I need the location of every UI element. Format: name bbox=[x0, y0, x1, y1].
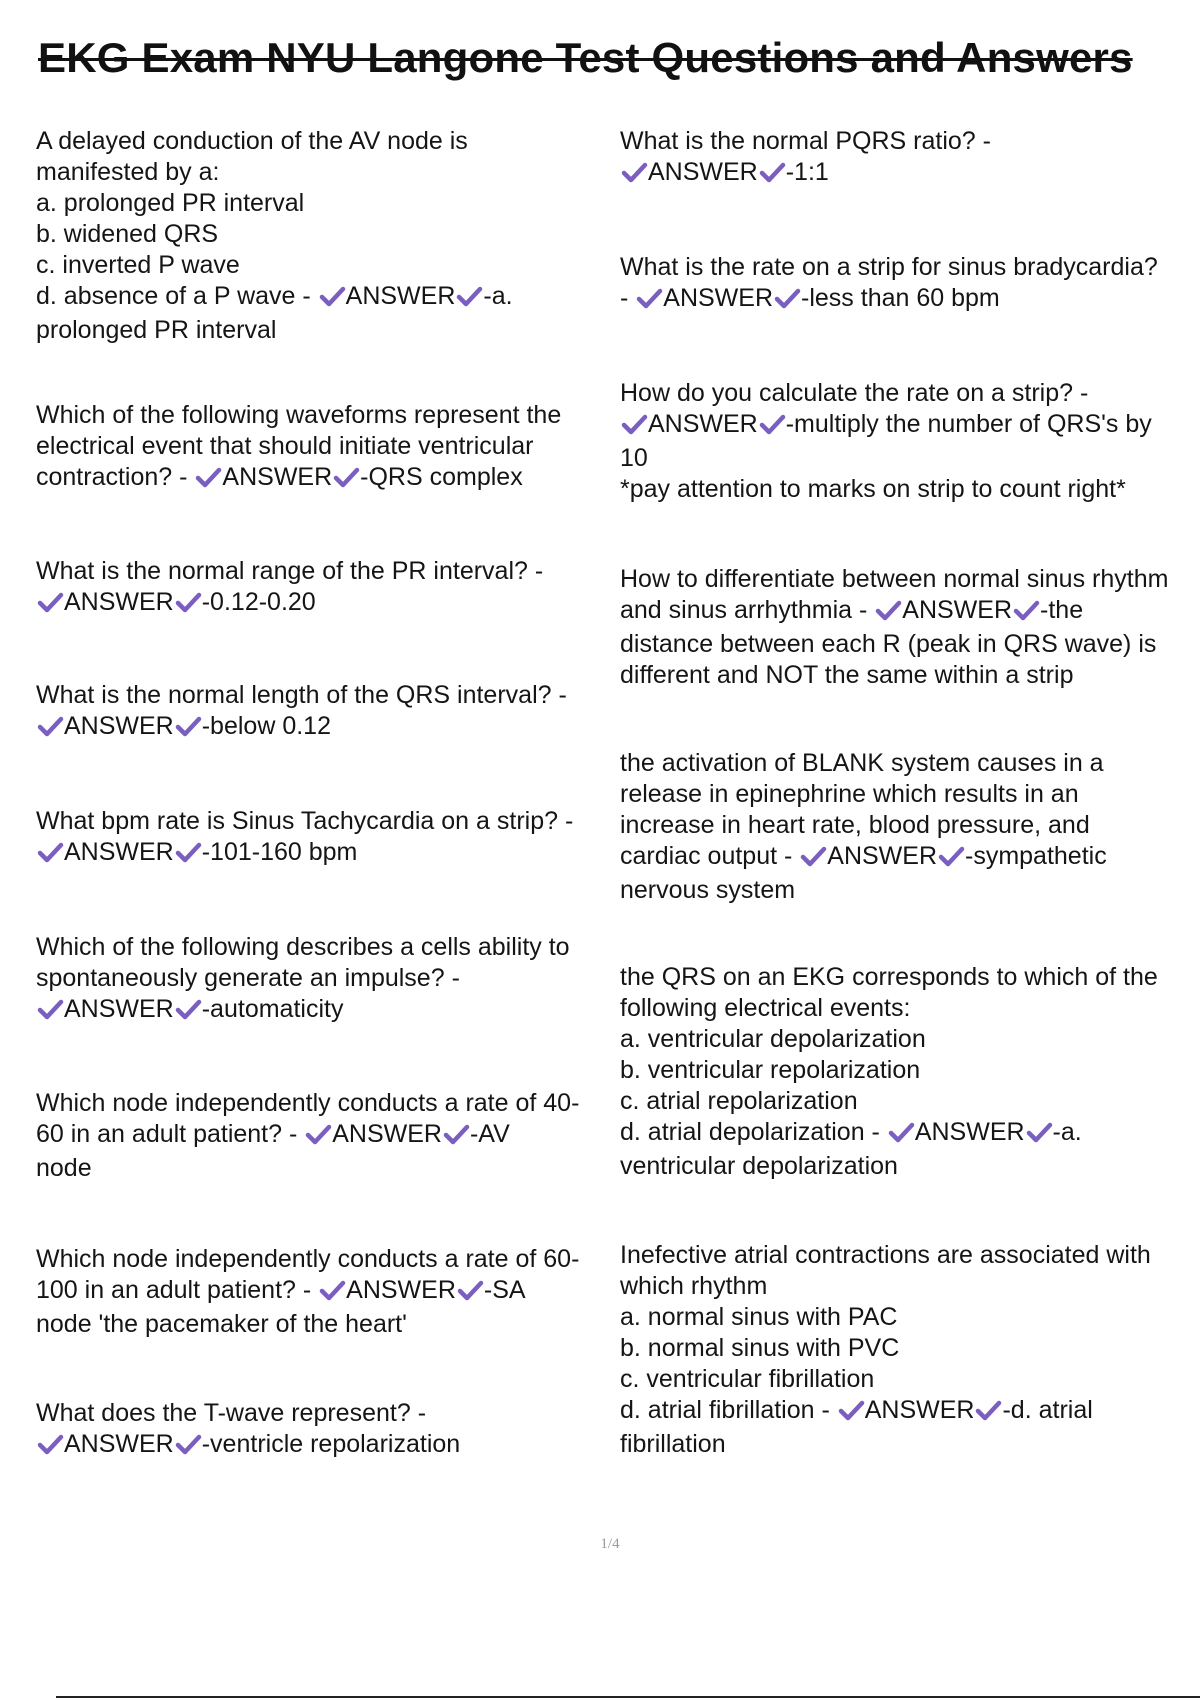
answer-text: -automaticity bbox=[201, 995, 344, 1023]
question-line: How to differentiate between normal sinus rhythm bbox=[620, 565, 1169, 593]
check-mark-icon bbox=[36, 590, 64, 614]
answer-line bbox=[36, 1275, 579, 1309]
answer-text: -ventricle repolarization bbox=[201, 1430, 461, 1458]
answer-marker: ANSWER bbox=[64, 1430, 174, 1458]
question-tail: and sinus arrhythmia - bbox=[620, 596, 875, 624]
question-tail: contraction? - bbox=[36, 463, 195, 491]
check-mark-icon bbox=[174, 997, 202, 1021]
answer-continuation: *pay attention to marks on strip to count right* bbox=[620, 475, 1126, 503]
answer-line bbox=[620, 841, 1107, 875]
qa-item bbox=[36, 932, 570, 1028]
answer-marker: ANSWER bbox=[332, 1120, 442, 1148]
qa-item bbox=[36, 126, 513, 346]
qa-item bbox=[36, 1088, 579, 1184]
check-mark-icon bbox=[318, 1278, 346, 1302]
answer-continuation: 10 bbox=[620, 444, 648, 472]
answer-marker: ANSWER bbox=[345, 282, 456, 310]
check-mark-icon bbox=[837, 1398, 865, 1422]
question-line: spontaneously generate an impulse? - bbox=[36, 964, 460, 992]
answer-marker: ANSWER bbox=[663, 284, 774, 312]
answer-line bbox=[36, 462, 561, 496]
answer-line bbox=[620, 157, 991, 191]
question-line: What does the T-wave represent? - bbox=[36, 1399, 427, 1427]
question-line: manifested by a: bbox=[36, 158, 220, 186]
answer-marker: ANSWER bbox=[346, 1276, 456, 1304]
check-mark-icon bbox=[799, 844, 827, 868]
qa-item bbox=[620, 564, 1168, 691]
qa-item bbox=[36, 806, 573, 871]
question-line: How do you calculate the rate on a strip? - bbox=[620, 379, 1089, 407]
check-mark-icon bbox=[456, 1278, 484, 1302]
answer-line bbox=[620, 1395, 1151, 1429]
answer-marker: ANSWER bbox=[64, 712, 174, 740]
qa-item bbox=[620, 126, 991, 191]
check-mark-icon bbox=[174, 840, 202, 864]
answer-line bbox=[36, 281, 513, 315]
answer-text: -less than 60 bpm bbox=[801, 284, 1000, 312]
question-line: What is the normal length of the QRS interval? - bbox=[36, 681, 567, 709]
answer-line bbox=[620, 409, 1152, 443]
answer-continuation: different and NOT the same within a strip bbox=[620, 661, 1074, 689]
answer-line bbox=[620, 1117, 1158, 1151]
qa-item bbox=[36, 680, 567, 745]
answer-text: -SA bbox=[483, 1276, 526, 1304]
answer-line bbox=[620, 283, 1158, 317]
check-mark-icon bbox=[174, 714, 202, 738]
check-mark-icon bbox=[174, 1432, 202, 1456]
answer-text: -101-160 bpm bbox=[201, 838, 358, 866]
answer-text: -sympathetic bbox=[965, 842, 1107, 870]
check-mark-icon bbox=[887, 1120, 915, 1144]
answer-text: -d. atrial bbox=[1002, 1396, 1093, 1424]
answer-line bbox=[36, 587, 543, 621]
question-line: Which of the following waveforms represent the bbox=[36, 401, 562, 429]
answer-line bbox=[620, 595, 1168, 629]
check-mark-icon bbox=[36, 840, 64, 864]
question-tail: d. atrial fibrillation - bbox=[620, 1396, 837, 1424]
check-mark-icon bbox=[1012, 598, 1040, 622]
check-mark-icon bbox=[758, 160, 786, 184]
question-line: b. normal sinus with PVC bbox=[620, 1334, 900, 1362]
check-mark-icon bbox=[874, 598, 902, 622]
page-number: 1/4 bbox=[600, 1536, 620, 1552]
answer-marker: ANSWER bbox=[64, 838, 174, 866]
question-line: increase in heart rate, blood pressure, and bbox=[620, 811, 1090, 839]
check-mark-icon bbox=[442, 1122, 470, 1146]
question-line: the QRS on an EKG corresponds to which of the bbox=[620, 963, 1158, 991]
check-mark-icon bbox=[937, 844, 965, 868]
check-mark-icon bbox=[332, 465, 360, 489]
question-line: release in epinephrine which results in an bbox=[620, 780, 1079, 808]
answer-text: -a. bbox=[1052, 1118, 1082, 1146]
bottom-divider bbox=[56, 1696, 1200, 1698]
check-mark-icon bbox=[304, 1122, 332, 1146]
question-line: What is the normal range of the PR interval? - bbox=[36, 557, 544, 585]
document-title: EKG Exam NYU Langone Test Questions and Answers bbox=[38, 34, 1133, 81]
answer-text: -AV bbox=[469, 1120, 510, 1148]
qa-item bbox=[620, 252, 1158, 317]
qa-item bbox=[36, 400, 561, 496]
question-line: c. atrial repolarization bbox=[620, 1087, 858, 1115]
answer-text: -a. bbox=[483, 282, 513, 310]
answer-text: -below 0.12 bbox=[201, 712, 331, 740]
check-mark-icon bbox=[635, 286, 663, 310]
answer-marker: ANSWER bbox=[64, 588, 174, 616]
answer-continuation: fibrillation bbox=[620, 1430, 726, 1458]
answer-text: -multiply the number of QRS's by bbox=[785, 410, 1152, 438]
answer-continuation: distance between each R (peak in QRS wave) is bbox=[620, 630, 1157, 658]
question-line: which rhythm bbox=[620, 1272, 768, 1300]
question-line: Which node independently conducts a rate of 40- bbox=[36, 1089, 580, 1117]
question-line: a. ventricular depolarization bbox=[620, 1025, 926, 1053]
check-mark-icon bbox=[318, 284, 346, 308]
check-mark-icon bbox=[620, 160, 648, 184]
question-line: What is the normal PQRS ratio? - bbox=[620, 127, 991, 155]
question-line: What bpm rate is Sinus Tachycardia on a strip? - bbox=[36, 807, 574, 835]
answer-line bbox=[36, 837, 573, 871]
check-mark-icon bbox=[620, 412, 648, 436]
check-mark-icon bbox=[1025, 1120, 1053, 1144]
question-tail: - bbox=[620, 284, 636, 312]
answer-marker: ANSWER bbox=[64, 995, 174, 1023]
check-mark-icon bbox=[36, 1432, 64, 1456]
question-line: electrical event that should initiate ventricular bbox=[36, 432, 534, 460]
answer-continuation: ventricular depolarization bbox=[620, 1152, 898, 1180]
answer-marker: ANSWER bbox=[864, 1396, 975, 1424]
answer-line bbox=[36, 1119, 579, 1153]
answer-text: -QRS complex bbox=[360, 463, 523, 491]
question-line: c. ventricular fibrillation bbox=[620, 1365, 875, 1393]
answer-text: -1:1 bbox=[785, 158, 829, 186]
answer-continuation: node 'the pacemaker of the heart' bbox=[36, 1310, 407, 1338]
question-line: a. normal sinus with PAC bbox=[620, 1303, 898, 1331]
answer-continuation: node bbox=[36, 1154, 92, 1182]
question-line: b. widened QRS bbox=[36, 220, 219, 248]
qa-item bbox=[36, 1244, 579, 1340]
answer-marker: ANSWER bbox=[827, 842, 937, 870]
answer-line bbox=[36, 1429, 460, 1463]
answer-continuation: nervous system bbox=[620, 876, 796, 904]
answer-line bbox=[36, 711, 567, 745]
answer-text: -0.12-0.20 bbox=[201, 588, 316, 616]
answer-continuation: prolonged PR interval bbox=[36, 316, 277, 344]
qa-item bbox=[620, 962, 1158, 1182]
question-line: A delayed conduction of the AV node is bbox=[36, 127, 468, 155]
question-line: What is the rate on a strip for sinus bradycardia? bbox=[620, 253, 1158, 281]
question-line: b. ventricular repolarization bbox=[620, 1056, 921, 1084]
question-line: a. prolonged PR interval bbox=[36, 189, 305, 217]
answer-marker: ANSWER bbox=[648, 410, 758, 438]
question-line: Which node independently conducts a rate of 60- bbox=[36, 1245, 580, 1273]
answer-marker: ANSWER bbox=[648, 158, 758, 186]
check-mark-icon bbox=[174, 590, 202, 614]
check-mark-icon bbox=[36, 997, 64, 1021]
question-line: c. inverted P wave bbox=[36, 251, 240, 279]
question-tail: 100 in an adult patient? - bbox=[36, 1276, 319, 1304]
question-tail: cardiac output - bbox=[620, 842, 800, 870]
check-mark-icon bbox=[455, 284, 483, 308]
answer-marker: ANSWER bbox=[902, 596, 1013, 624]
check-mark-icon bbox=[36, 714, 64, 738]
question-tail: 60 in an adult patient? - bbox=[36, 1120, 305, 1148]
question-line: the activation of BLANK system causes in a bbox=[620, 749, 1104, 777]
qa-item bbox=[620, 1240, 1151, 1460]
qa-item bbox=[620, 378, 1152, 505]
qa-item bbox=[620, 748, 1107, 906]
question-tail: d. absence of a P wave - bbox=[36, 282, 318, 310]
answer-line bbox=[36, 994, 570, 1028]
qa-item bbox=[36, 1398, 460, 1463]
check-mark-icon bbox=[194, 465, 222, 489]
question-tail: d. atrial depolarization - bbox=[620, 1118, 887, 1146]
check-mark-icon bbox=[974, 1398, 1002, 1422]
answer-text: -the bbox=[1040, 596, 1084, 624]
question-line: following electrical events: bbox=[620, 994, 911, 1022]
qa-item bbox=[36, 556, 543, 621]
answer-marker: ANSWER bbox=[914, 1118, 1025, 1146]
question-line: Which of the following describes a cells ability to bbox=[36, 933, 570, 961]
check-mark-icon bbox=[773, 286, 801, 310]
question-line: Inefective atrial contractions are associated with bbox=[620, 1241, 1151, 1269]
check-mark-icon bbox=[758, 412, 786, 436]
answer-marker: ANSWER bbox=[222, 463, 333, 491]
